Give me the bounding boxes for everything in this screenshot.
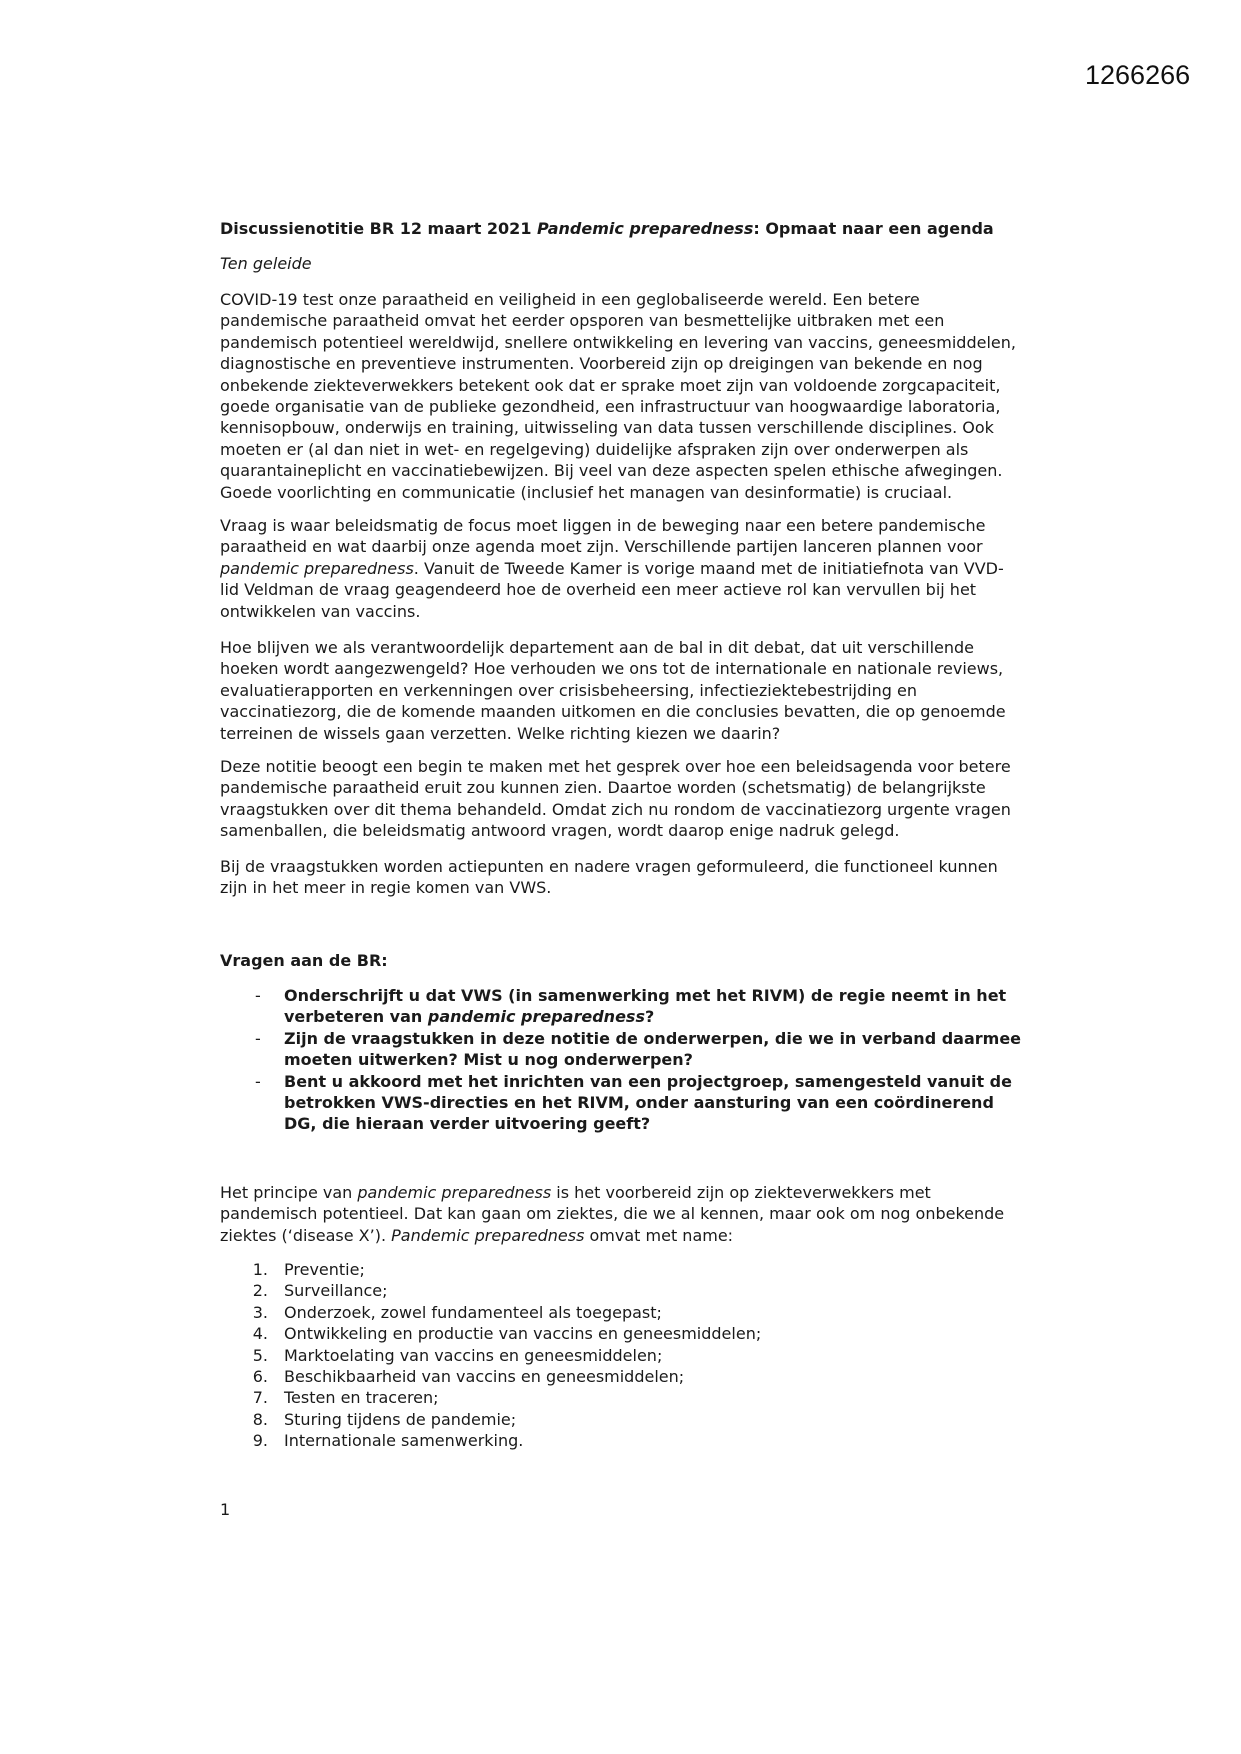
- list-item: [220, 1259, 761, 1280]
- paragraph-line: kennisopbouw, onderwijs en training, uitwisseling van data tussen verschillende disciplines. Ook: [220, 418, 994, 438]
- italic-term: pandemic preparedness: [220, 558, 414, 578]
- list-item-text: Internationale samenwerking.: [284, 1431, 524, 1451]
- bullet-line: DG, die hieraan verder uitvoering geeft?: [284, 1114, 651, 1134]
- bullet-line: Onderschrijft u dat VWS (in samenwerking met het RIVM) de regie neemt in het: [284, 986, 1007, 1005]
- paragraph-line: [220, 558, 1004, 579]
- paragraph-purpose: [220, 756, 1011, 842]
- list-item-text: Beschikbaarheid van vaccins en geneesmiddelen;: [284, 1366, 685, 1386]
- paragraph-line: ontwikkelen van vaccins.: [220, 601, 421, 621]
- list-number: 9.: [252, 1431, 268, 1451]
- list-item: [220, 1387, 761, 1408]
- line-text-end: is het voorbereid zijn op ziekteverwekkers met: [551, 1183, 931, 1202]
- list-item: [220, 1302, 761, 1323]
- numbered-list: [220, 1259, 761, 1452]
- paragraph-line: paraatheid en wat daarbij onze agenda moet zijn. Verschillende partijen lanceren plannen voor: [220, 537, 983, 557]
- title-italic-text: Pandemic preparedness: [537, 219, 754, 238]
- bullet-marker: -: [255, 1071, 261, 1091]
- bullet-marker: -: [255, 986, 261, 1005]
- bullet-line: betrokken VWS-directies en het RIVM, onder aansturing van een coördinerend: [284, 1092, 994, 1112]
- bullet-line: Bent u akkoord met het inrichten van een projectgroep, samengesteld vanuit de: [284, 1071, 1012, 1091]
- list-number: 8.: [252, 1409, 268, 1429]
- paragraph-line: Bij de vraagstukken worden actiepunten en nadere vragen geformuleerd, die functioneel kunnen: [220, 857, 998, 876]
- line-text: verbeteren van: [284, 1007, 428, 1027]
- paragraph-focus: [220, 515, 1004, 622]
- paragraph-line: Goede voorlichting en communicatie (inclusief het managen van desinformatie) is cruciaal.: [220, 482, 953, 502]
- paragraph-line: diagnostische en preventieve instrumenten. Voorbereid zijn op dreigingen van bekende en nog: [220, 354, 983, 374]
- paragraph-debate: [220, 637, 1006, 744]
- list-item-text: Surveillance;: [284, 1281, 388, 1301]
- paragraph-line: terreinen de wissels gaan verzetten. Welke richting kiezen we daarin?: [220, 723, 781, 743]
- paragraph-line: hoeken wordt aangezwengeld? Hoe verhouden we ons tot de internationale en nationale reviews,: [220, 659, 1004, 679]
- document-number: 1266266: [1085, 60, 1191, 90]
- italic-term: pandemic preparedness: [427, 1007, 645, 1027]
- paragraph-line: pandemische paraatheid omvat het eerder opsporen van besmettelijke uitbraken met een: [220, 311, 945, 331]
- paragraph-line: goede organisatie van de publieke gezondheid, een infrastructuur van hoogwaardige laboratoria,: [220, 396, 1001, 416]
- bullet-item: [220, 1028, 1021, 1071]
- list-item: [220, 1409, 761, 1430]
- paragraph-line: samenballen, die beleidsmatig antwoord vragen, wordt daarop enige nadruk gelegd.: [220, 821, 900, 841]
- paragraph-line: pandemische paraatheid eruit zou kunnen zien. Daartoe worden (schetsmatig) de belangrijkste: [220, 778, 986, 798]
- page-number: 1: [220, 1500, 231, 1519]
- line-text: ziektes (‘disease X’).: [220, 1225, 392, 1245]
- list-item: [220, 1366, 761, 1387]
- paragraph-line: lid Veldman de vraag geagendeerd hoe de overheid een meer actieve rol kan vervullen bij het: [220, 580, 977, 600]
- list-item: [220, 1323, 761, 1344]
- list-number: 3.: [252, 1302, 268, 1322]
- document-title: [220, 218, 994, 239]
- section-heading: Vragen aan de BR:: [220, 951, 388, 970]
- paragraph-line: vraagstukken over dit thema behandeld. Omdat zich nu rondom de vaccinatiezorg urgente vragen: [220, 799, 1011, 819]
- paragraph-line: pandemisch potentieel wereldwijd, snellere ontwikkeling en levering van vaccins, geneesmiddelen,: [220, 332, 1016, 352]
- list-number: 2.: [252, 1281, 268, 1301]
- bullet-line: [284, 1006, 1021, 1027]
- paragraph-actions: [220, 856, 998, 899]
- bullet-list: [220, 985, 1021, 1135]
- title-text-end: : Opmaat naar een agenda: [753, 219, 994, 238]
- paragraph-line: moeten er (al dan niet in wet- en regelgeving) duidelijke afspraken zijn over onderwerpen als: [220, 439, 969, 459]
- bullet-item: [220, 985, 1021, 1028]
- paragraph-principle: [220, 1182, 1004, 1246]
- paragraph-line: [220, 1182, 1004, 1203]
- italic-term: Pandemic preparedness: [391, 1225, 585, 1245]
- paragraph-line: evaluatierapporten en verkenningen over crisisbeheersing, infectieziektebestrijding en: [220, 680, 917, 700]
- paragraph-line: quarantaineplicht en vaccinatiebewijzen. Bij veel van deze aspecten spelen ethische afwegingen.: [220, 461, 1003, 481]
- paragraph-line: onbekende ziekteverwekkers betekent ook dat er sprake moet zijn van voldoende zorgcapaciteit,: [220, 375, 1001, 395]
- list-item-text: Testen en traceren;: [284, 1388, 439, 1408]
- list-item: [220, 1280, 761, 1301]
- list-item-text: Ontwikkeling en productie van vaccins en geneesmiddelen;: [284, 1324, 762, 1344]
- list-item: [220, 1345, 761, 1366]
- bullet-marker: -: [255, 1028, 261, 1048]
- list-number: 5.: [252, 1345, 268, 1365]
- line-text-end: ?: [644, 1007, 655, 1027]
- bullet-item: [220, 1071, 1021, 1135]
- list-number: 6.: [252, 1366, 268, 1386]
- bullet-line: moeten uitwerken? Mist u nog onderwerpen?: [284, 1050, 693, 1070]
- list-item-text: Marktoelating van vaccins en geneesmiddelen;: [284, 1345, 663, 1365]
- line-text-end: omvat met name:: [584, 1225, 734, 1245]
- paragraph-line: COVID-19 test onze paraatheid en veiligheid in een geglobaliseerde wereld. Een betere: [220, 290, 920, 309]
- list-item: [220, 1430, 761, 1451]
- list-number: 7.: [252, 1388, 268, 1408]
- paragraph-line: vaccinatiezorg, die de komende maanden uitkomen en die conclusies bevatten, die op genoemde: [220, 702, 1006, 722]
- paragraph-line: Hoe blijven we als verantwoordelijk departement aan de bal in dit debat, dat uit verschillende: [220, 638, 975, 657]
- list-item-text: Preventie;: [284, 1260, 365, 1279]
- line-text: . Vanuit de Tweede Kamer is vorige maand met de initiatiefnota van VVD-: [413, 558, 1004, 578]
- title-text: Discussienotitie BR 12 maart 2021: [220, 219, 538, 238]
- list-item-text: Sturing tijdens de pandemie;: [284, 1409, 517, 1429]
- list-number: 1.: [252, 1260, 268, 1279]
- paragraph-line: pandemisch potentieel. Dat kan gaan om ziektes, die we al kennen, maar ook om nog onbekende: [220, 1204, 1005, 1224]
- line-text: Het principe van: [220, 1183, 358, 1202]
- subtitle: Ten geleide: [220, 254, 312, 273]
- paragraph-line: Deze notitie beoogt een begin te maken met het gesprek over hoe een beleidsagenda voor betere: [220, 757, 1011, 776]
- paragraph-line: Vraag is waar beleidsmatig de focus moet liggen in de beweging naar een betere pandemische: [220, 516, 986, 535]
- list-item-text: Onderzoek, zowel fundamenteel als toegepast;: [284, 1302, 662, 1322]
- paragraph-intro: [220, 289, 1016, 503]
- bullet-line: Zijn de vraagstukken in deze notitie de onderwerpen, die we in verband daarmee: [284, 1028, 1022, 1048]
- paragraph-line: zijn in het meer in regie komen van VWS.: [220, 878, 552, 898]
- paragraph-line: [220, 1225, 1004, 1246]
- italic-term: pandemic preparedness: [357, 1183, 552, 1202]
- list-number: 4.: [252, 1324, 268, 1344]
